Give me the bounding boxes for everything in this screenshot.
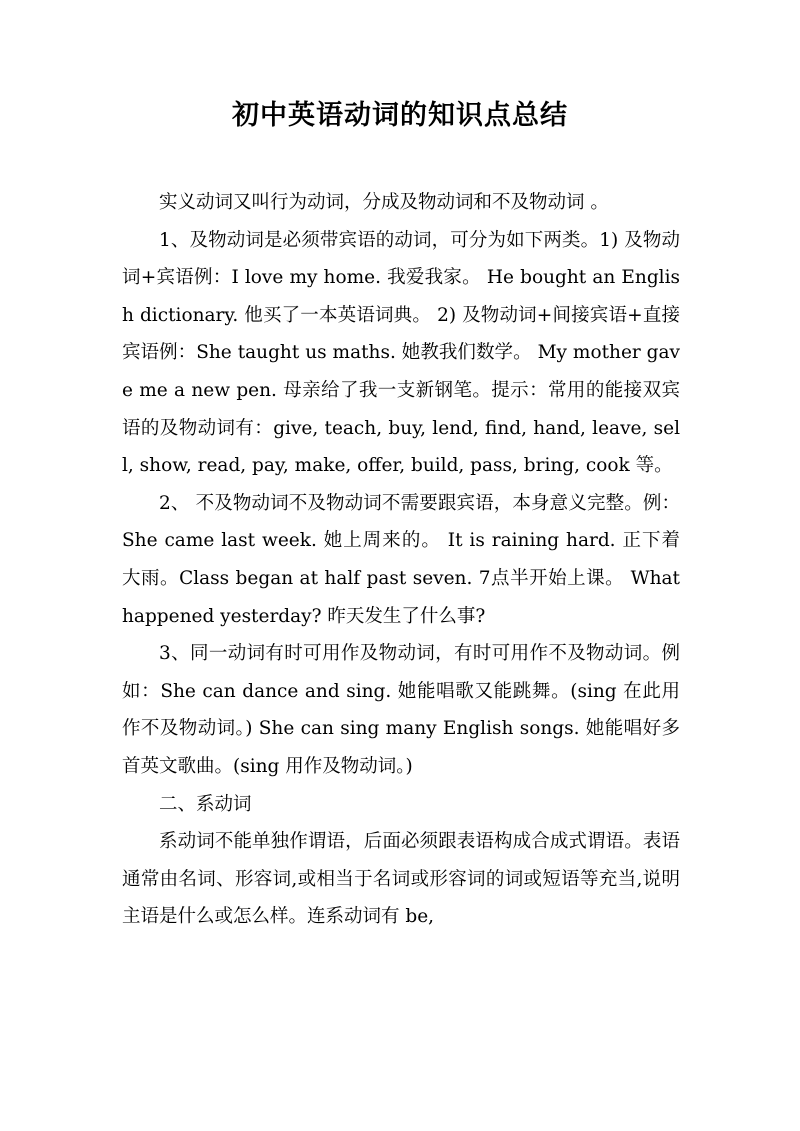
paragraph-intransitive-verbs: 2、 不及物动词不及物动词不需要跟宾语，本身意义完整。例：She came last week. 她上周来的。 It is raining hard. 正下着大雨。Class began at half past seven. 7点半开始上课。 What happened yesterday? 昨天发生了什么事? xyxy=(122,492,680,627)
document-title: 初中英语动词的知识点总结 xyxy=(232,100,568,131)
section-heading-linking-verbs: 二、系动词 xyxy=(159,793,252,815)
paragraph-transitive-verbs: 1、及物动词是必须带宾语的动词，可分为如下两类。1) 及物动词+宾语例：I love my home. 我爱我家。 He bought an English dictionary. 他买了一本英语词典。 2) 及物动词+间接宾语+直接宾语例：She taught us maths. 她教我们数学。 My mother gave me a new pen. 母亲给了我一支新钢笔。提示：常用的能接双宾语的及物动词有：give, teach, buy, lend, find, hand, leave, sell, show, read, pay, make, offer, build, pass, bring, cook 等。 xyxy=(122,229,680,477)
paragraph-linking-verbs: 系动词不能单独作谓语，后面必须跟表语构成合成式谓语。表语通常由名词、形容词,或相当于名词或形容词的词或短语等充当,说明主语是什么或怎么样。连系动词有 be, xyxy=(122,831,680,928)
paragraph-intro: 实义动词又叫行为动词，分成及物动词和不及物动词 。 xyxy=(159,192,609,213)
document-body xyxy=(122,184,680,936)
paragraph-dual-use-verbs: 3、同一动词有时可用作及物动词，有时可用作不及物动词。例如：She can dance and sing. 她能唱歌又能跳舞。(sing 在此用作不及物动词。) She can sing many English songs. 她能唱好多首英文歌曲。(sing 用作及物动词。) xyxy=(122,643,680,777)
